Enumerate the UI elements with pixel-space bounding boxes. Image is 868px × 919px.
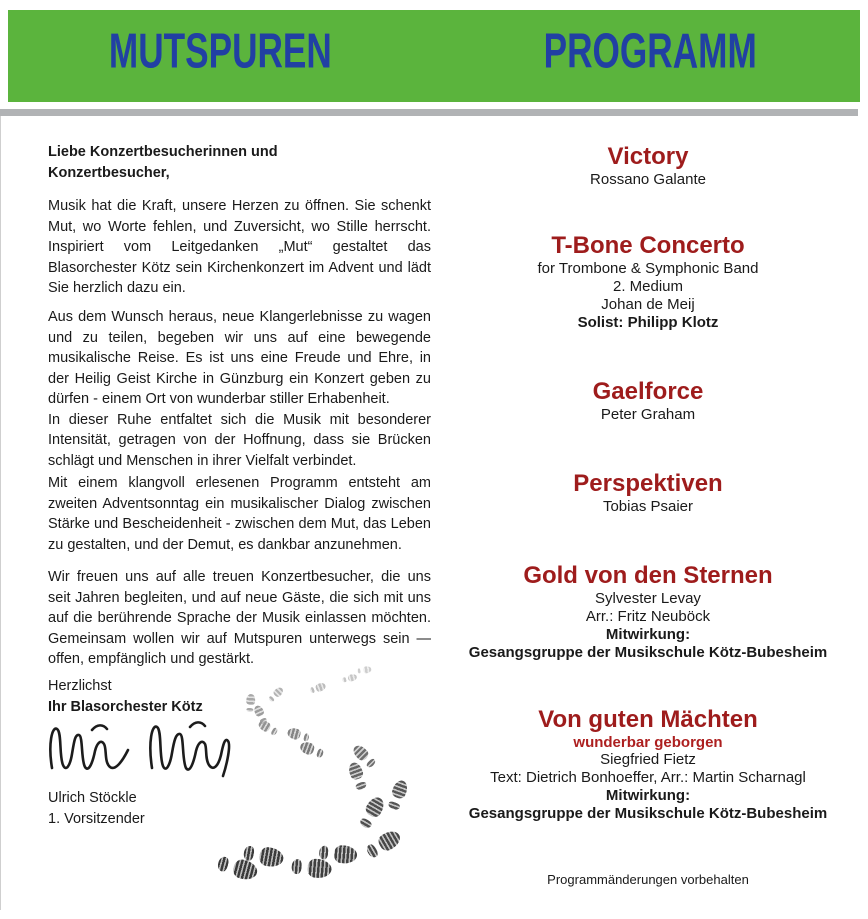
piece-contribution-label: Mitwirkung: — [605, 787, 691, 804]
boot-print — [364, 828, 404, 861]
boot-print — [216, 854, 260, 883]
piece-title: Gold von den Sternen — [523, 562, 773, 589]
piece-contribution-group: Gesangsgruppe der Musikschule Kötz-Bubesheim — [468, 644, 828, 661]
piece-title: Perspektiven — [573, 470, 723, 497]
piece-red-subtitle: wunderbar geborgen — [573, 734, 723, 751]
signer-role: 1. Vorsitzender — [48, 810, 145, 827]
boot-print — [299, 740, 325, 759]
program-footnote: Programmänderungen vorbehalten — [547, 872, 749, 887]
piece-contribution-label: Mitwirkung: — [605, 626, 691, 643]
right-column-header — [432, 24, 868, 79]
piece-movement: 2. Medium — [612, 278, 684, 295]
piece-composer: Peter Graham — [600, 406, 696, 423]
boot-print — [286, 727, 310, 743]
program-item-gaelforce — [430, 378, 866, 424]
piece-composer: Tobias Psaier — [602, 498, 694, 515]
letter-paragraph-2a: Aus dem Wunsch heraus, neue Klangerlebnisse zu wagen und zu teilen, begeben wir uns auf eine bewegende musikalische Reise. Es ist uns eine Freude und Ehre, in der Heilig Geist Kirche in Günzburg ein Konzert geben zu dürfen - einem Ort von wunderbar stiller Erhabenheit. — [48, 309, 431, 407]
signer-block — [48, 788, 431, 829]
piece-composer: Siegfried Fietz — [600, 751, 696, 768]
header-divider-rule — [0, 109, 858, 116]
letter-sender: Ihr Blasorchester Kötz — [48, 699, 203, 715]
piece-title: Von guten Mächten — [538, 706, 758, 733]
boot-print — [243, 843, 286, 869]
letter-salutation — [48, 142, 431, 183]
program-item-perspektiven — [430, 470, 866, 516]
program-item-tbone-concerto — [430, 232, 866, 332]
boot-print — [350, 742, 377, 769]
piece-text-arranger: Text: Dietrich Bonhoeffer, Arr.: Martin Scharnagl — [490, 769, 806, 786]
program-item-victory — [430, 143, 866, 189]
salutation-line-1: Liebe Konzertbesucherinnen und — [48, 144, 278, 160]
boot-print — [291, 857, 333, 880]
boot-print — [257, 719, 279, 737]
letter-paragraph-4: Wir freuen uns auf alle treuen Konzertbesucher, die uns seit Jahren begleiten, und auf neue Gäste, die sich mit uns auf die berührende Sprache der Musik einlassen möchten. Gemeinsam wollen wir auf Mutspuren unterwegs sein — offen, empfänglich und gestärkt. — [48, 569, 431, 667]
piece-contribution-group: Gesangsgruppe der Musikschule Kötz-Bubesheim — [468, 805, 828, 822]
letter-paragraph-3: Mit einem klangvoll erlesenen Programm entsteht am zweiten Adventsonntag ein musikalischer Dialog zwischen Stärke und Bescheidenheit - zwischen dem Mut, das Leben zu gestalten, und der Demut, es dankbar anzunehmen. — [48, 475, 431, 553]
salutation-line-2: Konzertbesucher, — [48, 164, 170, 181]
piece-title: Gaelforce — [592, 378, 704, 405]
page-title-programm: PROGRAMM — [543, 24, 757, 79]
piece-composer: Johan de Meij — [601, 296, 695, 313]
signer-name: Ulrich Stöckle — [48, 790, 137, 806]
piece-soloist: Solist: Philipp Klotz — [577, 314, 719, 331]
piece-arranger: Arr.: Fritz Neuböck — [585, 608, 711, 625]
piece-title: T-Bone Concerto — [551, 232, 745, 259]
signature-image — [44, 712, 244, 790]
boot-print — [318, 843, 357, 864]
page-title-mutspuren: MUTSPUREN — [108, 24, 332, 79]
letter-paragraph-2b: In dieser Ruhe entfaltet sich die Musik mit besonderer Intensität, getragen von der Hoffnung, dass sie Brücken schlägt und Menschen in ihrer Vielfalt verbindet. — [48, 411, 431, 469]
left-column-header — [0, 24, 440, 79]
letter-paragraph-1: Musik hat die Kraft, unsere Herzen zu öffnen. Sie schenkt Mut, wo Worte fehlen, und Zuversicht, wo Stille herrscht. Inspiriert vom Leitgedanken „Mut“ gestaltet das Blasorchester Kötz sein Kirchenkonzert im Advent und lädt Sie herzlich dazu ein. — [48, 198, 431, 296]
piece-subtitle: for Trombone & Symphonic Band — [537, 260, 759, 277]
letter-paragraph-2 — [48, 307, 431, 471]
page-left-border — [0, 116, 1, 910]
piece-title: Victory — [607, 143, 689, 170]
piece-composer: Rossano Galante — [590, 171, 706, 188]
boot-print — [347, 761, 369, 792]
program-item-von-guten-maechten — [430, 706, 866, 823]
piece-composer: Sylvester Levay — [595, 590, 701, 607]
program-item-gold-von-den-sternen — [430, 562, 866, 662]
letter-closing: Herzlichst — [48, 678, 112, 694]
